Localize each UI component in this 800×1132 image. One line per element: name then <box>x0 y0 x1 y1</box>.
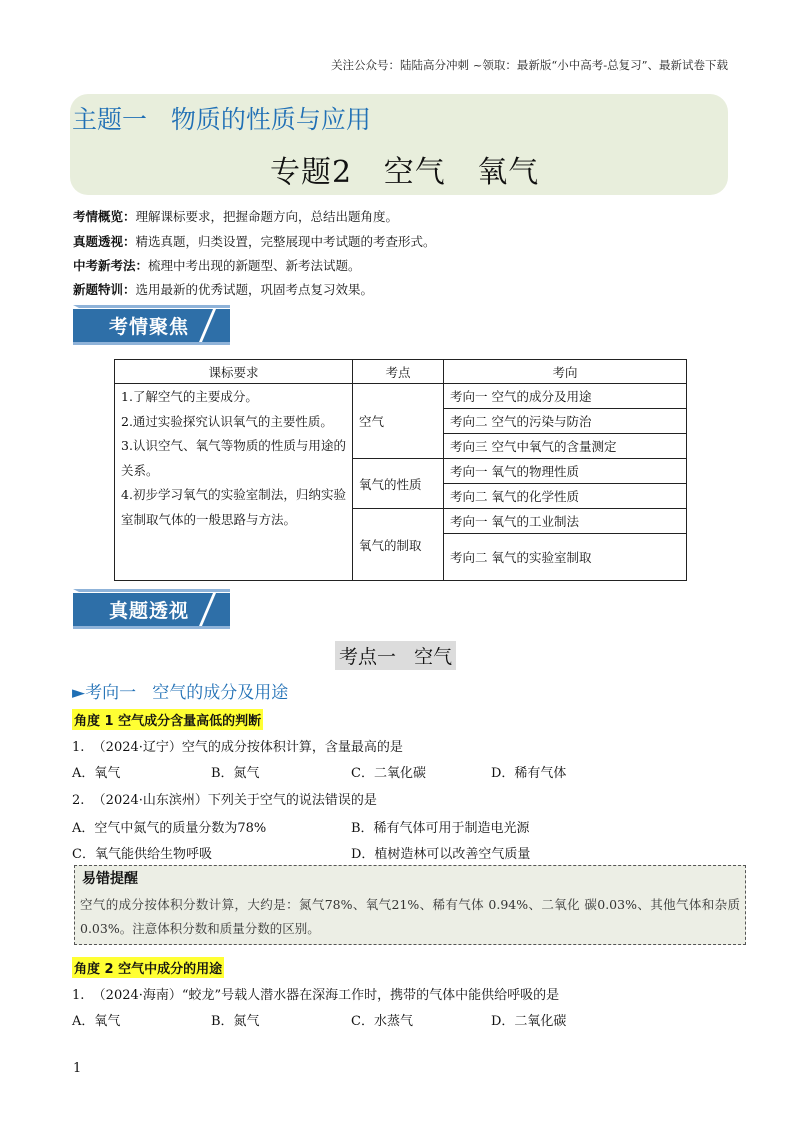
option: B．稀有气体可用于制造电光源 <box>351 821 530 836</box>
kaoxiang-cell: 考向一 氧气的工业制法 <box>444 509 687 534</box>
real-banner-label: 真题透视 <box>109 600 190 622</box>
intro-line: 新题特训：选用最新的优秀试题，巩固考点复习效果。 <box>73 282 374 297</box>
option: C．水蒸气 <box>351 1014 413 1029</box>
intro-line: 真题透视：精选真题，归类设置，完整展现中考试题的考查形式。 <box>73 234 436 249</box>
angle-label: 角度 2 空气中成分的用途 <box>72 957 224 978</box>
kaoxiang-cell: 考向二 氧气的实验室制取 <box>444 534 687 581</box>
tip-text: 空气的成分按体积分数计算，大约是：氮气78%、氧气21%、稀有气体 0.94%、二氧化 碳0.03%、其他气体和杂质 0.03%。注意体积分数和质量分数的区别。 <box>80 897 740 936</box>
requirements-table <box>114 359 687 581</box>
tip-title: 易错提醒 <box>82 871 138 887</box>
option: B．氮气 <box>211 1014 260 1029</box>
kaoxiang-cell: 考向二 空气的污染与防治 <box>444 409 687 434</box>
direction-title: ►考向一 空气的成分及用途 <box>72 683 289 703</box>
theme-title: 主题一 物质的性质与应用 <box>72 105 371 134</box>
intro-line: 考情概览：理解课标要求，把握命题方向，总结出题角度。 <box>73 209 399 224</box>
table-header: 课标要求 <box>115 360 353 384</box>
topic-title: 专题2 空气 氧气 <box>270 155 540 190</box>
table-header: 考点 <box>353 360 444 384</box>
focus-banner-label: 考情聚焦 <box>109 316 190 338</box>
kaodian-cell: 氧气的制取 <box>353 509 444 581</box>
page-number: 1 <box>73 1061 82 1076</box>
question-stem: 1. （2024·辽宁）空气的成分按体积计算，含量最高的是 <box>72 740 403 755</box>
kaoxiang-cell: 考向二 氧气的化学性质 <box>444 484 687 509</box>
option: C．二氧化碳 <box>351 766 426 781</box>
option: C．氧气能供给生物呼吸 <box>72 847 212 862</box>
focus-banner <box>73 305 230 345</box>
kaoxiang-cell: 考向一 空气的成分及用途 <box>444 384 687 409</box>
question-stem: 2. （2024·山东滨州）下列关于空气的说法错误的是 <box>72 793 377 808</box>
option: A．氧气 <box>72 766 121 781</box>
requirements-cell: 1.了解空气的主要成分。 2.通过实验探究认识氧气的主要性质。 3.认识空气、氧气等物质的性质与用途的关系。 4.初步学习氧气的实验室制法，归纳实验室制取气体的一般思路与方法。 <box>115 384 353 581</box>
kaodian-cell: 氧气的性质 <box>353 459 444 509</box>
option: D．二氧化碳 <box>491 1014 567 1029</box>
kaoxiang-cell: 考向一 氧气的物理性质 <box>444 459 687 484</box>
angle-label: 角度 1 空气成分含量高低的判断 <box>72 709 263 730</box>
table-header: 考向 <box>444 360 687 384</box>
real-banner <box>73 589 230 629</box>
question-stem: 1. （2024·海南）“蛟龙”号载人潜水器在深海工作时，携带的气体中能供给呼吸的是 <box>72 988 560 1003</box>
intro-line: 中考新考法：梳理中考出现的新题型、新考法试题。 <box>73 258 361 273</box>
option: B．氮气 <box>211 766 260 781</box>
option: A．空气中氮气的质量分数为78% <box>72 821 267 836</box>
kaoxiang-cell: 考向三 空气中氧气的含量测定 <box>444 434 687 459</box>
kaodian-title: 考点一 空气 <box>335 641 456 670</box>
kaodian-cell: 空气 <box>353 384 444 459</box>
option: D．植树造林可以改善空气质量 <box>351 847 531 862</box>
option: A．氧气 <box>72 1014 121 1029</box>
header-note: 关注公众号：陆陆高分冲刺 ~领取：最新版“小中高考-总复习”、最新试卷下载 <box>331 58 728 72</box>
option: D．稀有气体 <box>491 766 567 781</box>
